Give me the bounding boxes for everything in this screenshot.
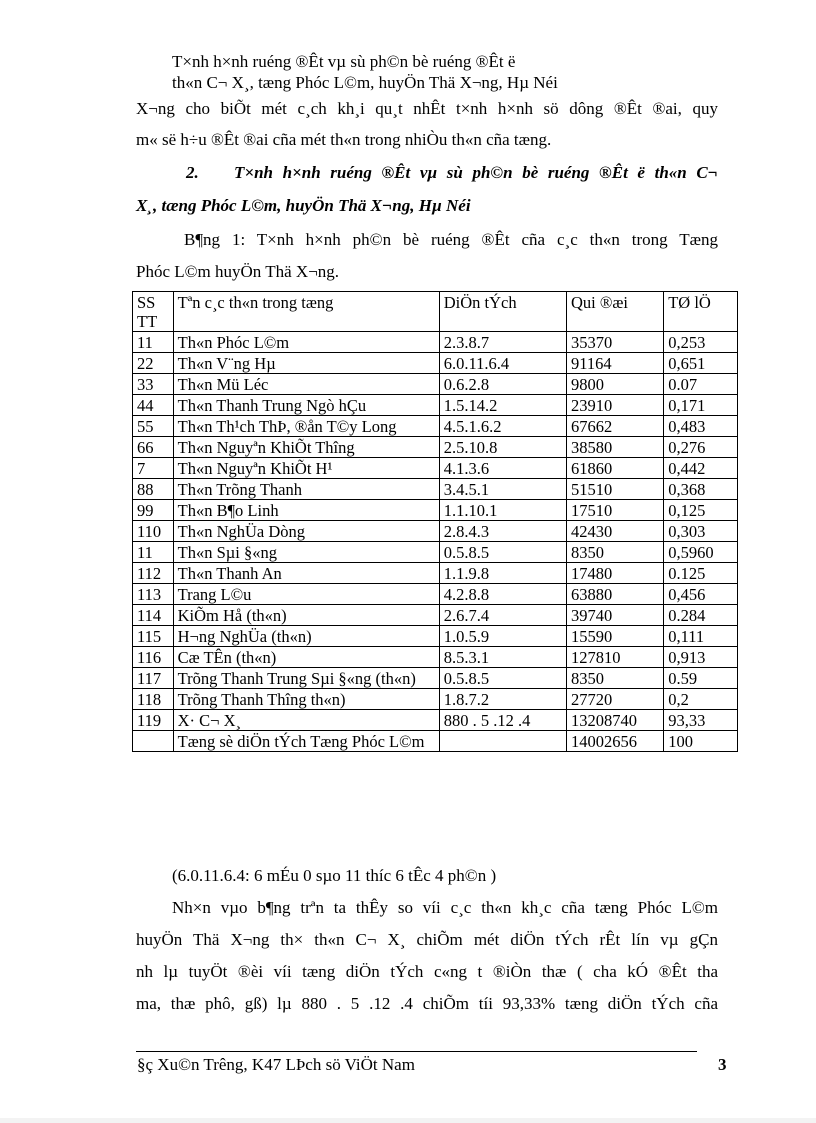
row-converted: 9800 <box>566 374 663 395</box>
row-ratio: 0.07 <box>664 374 738 395</box>
row-converted: 39740 <box>566 605 663 626</box>
row-converted: 23910 <box>566 395 663 416</box>
row-ratio: 0,276 <box>664 437 738 458</box>
header-area: DiÖn tÝch <box>439 292 566 332</box>
row-ratio: 93,33 <box>664 710 738 731</box>
row-area: 4.1.3.6 <box>439 458 566 479</box>
table-row <box>133 479 738 500</box>
header-converted: Qui ®æi <box>566 292 663 332</box>
row-converted: 127810 <box>566 647 663 668</box>
intro-line-4: m« së h÷u ®Êt ®ai cña mét th«n trong nhiÒu th«n cña tæng. <box>136 130 552 149</box>
row-converted: 17510 <box>566 500 663 521</box>
row-stt: 55 <box>133 416 174 437</box>
row-village-name: Trõng Thanh Trung Sµi §«ng (th«n) <box>173 668 439 689</box>
row-village-name: Tæng sè diÖn tÝch Tæng Phóc L©m <box>173 731 439 752</box>
row-stt <box>133 731 174 752</box>
intro-line-1: T×nh h×nh ruéng ®Êt vµ sù ph©n bè ruéng ®Êt ë <box>172 52 516 71</box>
land-distribution-table <box>132 291 738 752</box>
row-area: 4.2.8.8 <box>439 584 566 605</box>
page-bottom-edge <box>0 1118 816 1123</box>
body-line-2: huyÖn Thä X¬ng th× th«n C¬ X¸ chiÕm mét diÖn tÝch rÊt lín vµ gÇn <box>136 930 718 949</box>
row-ratio: 0,913 <box>664 647 738 668</box>
row-stt: 117 <box>133 668 174 689</box>
row-converted: 8350 <box>566 668 663 689</box>
table-row <box>133 689 738 710</box>
header-ratio: TØ lÖ <box>664 292 738 332</box>
section-number: 2. <box>186 163 199 182</box>
row-ratio: 0.284 <box>664 605 738 626</box>
row-ratio: 0,442 <box>664 458 738 479</box>
row-village-name: Cæ TÊn (th«n) <box>173 647 439 668</box>
table-row <box>133 584 738 605</box>
row-stt: 88 <box>133 479 174 500</box>
row-ratio: 0.125 <box>664 563 738 584</box>
table-row <box>133 668 738 689</box>
row-ratio: 0,5960 <box>664 542 738 563</box>
row-area: 1.1.9.8 <box>439 563 566 584</box>
row-converted: 27720 <box>566 689 663 710</box>
row-village-name: Trõng Thanh Thîng th«n) <box>173 689 439 710</box>
row-stt: 99 <box>133 500 174 521</box>
row-area: 3.4.5.1 <box>439 479 566 500</box>
table-row <box>133 332 738 353</box>
row-ratio: 0,456 <box>664 584 738 605</box>
page-number: 3 <box>718 1055 727 1074</box>
intro-line-3: X¬ng cho biÕt mét c¸ch kh¸i qu¸t nhÊt t×nh h×nh sö dông ®Êt ®ai, quy <box>136 99 718 118</box>
area-note: (6.0.11.6.4: 6 mÉu 0 sµo 11 thíc 6 tÊc 4 ph©n ) <box>172 866 497 885</box>
row-area: 2.6.7.4 <box>439 605 566 626</box>
table-row <box>133 563 738 584</box>
row-area: 880 . 5 .12 .4 <box>439 710 566 731</box>
row-converted: 91164 <box>566 353 663 374</box>
row-ratio: 0,483 <box>664 416 738 437</box>
row-village-name: Th«n B¶o Linh <box>173 500 439 521</box>
body-line-4: ma, thæ phô, gß) lµ 880 . 5 .12 .4 chiÕm tíi 93,33% tæng diÖn tÝch cña <box>136 994 718 1013</box>
row-converted: 38580 <box>566 437 663 458</box>
row-stt: 22 <box>133 353 174 374</box>
row-area: 6.0.11.6.4 <box>439 353 566 374</box>
row-area: 2.8.4.3 <box>439 521 566 542</box>
table-header-row <box>133 292 738 332</box>
body-line-3: nh lµ tuyÖt ®èi víi tæng diÖn tÝch c«ng t ®iÒn thæ ( cha kÓ ®Êt tha <box>136 962 718 981</box>
row-converted: 35370 <box>566 332 663 353</box>
row-ratio: 0.59 <box>664 668 738 689</box>
body-line-1: Nh×n vµo b¶ng trªn ta thÊy so víi c¸c th«n kh¸c cña tæng Phóc L©m <box>172 898 718 917</box>
header-village-name: Tªn c¸c th«n trong tæng <box>173 292 439 332</box>
table-row <box>133 374 738 395</box>
row-village-name: Th«n Mü Léc <box>173 374 439 395</box>
row-area: 1.8.7.2 <box>439 689 566 710</box>
table-row <box>133 710 738 731</box>
table-row <box>133 521 738 542</box>
row-ratio: 0,303 <box>664 521 738 542</box>
row-village-name: Th«n Th¹ch ThÞ, ®ån T©y Long <box>173 416 439 437</box>
table-row <box>133 542 738 563</box>
row-area: 4.5.1.6.2 <box>439 416 566 437</box>
row-area <box>439 731 566 752</box>
row-stt: 44 <box>133 395 174 416</box>
section-title-line-2: X¸, tæng Phóc L©m, huyÖn Thä X¬ng, Hµ Néi <box>136 196 471 215</box>
table-row <box>133 437 738 458</box>
row-village-name: H¬ng NghÜa (th«n) <box>173 626 439 647</box>
row-area: 1.5.14.2 <box>439 395 566 416</box>
row-ratio: 0,2 <box>664 689 738 710</box>
footer-rule <box>136 1051 697 1052</box>
row-village-name: Th«n Phóc L©m <box>173 332 439 353</box>
row-converted: 51510 <box>566 479 663 500</box>
row-area: 0.5.8.5 <box>439 542 566 563</box>
row-village-name: Th«n Thanh An <box>173 563 439 584</box>
row-village-name: Trang L©u <box>173 584 439 605</box>
row-converted: 15590 <box>566 626 663 647</box>
row-village-name: Th«n Thanh Trung Ngò hÇu <box>173 395 439 416</box>
row-area: 0.5.8.5 <box>439 668 566 689</box>
section-title-line-1: T×nh h×nh ruéng ®Êt vµ sù ph©n bè ruéng ®Êt ë th«n C¬ <box>234 163 718 182</box>
row-stt: 11 <box>133 542 174 563</box>
row-stt: 116 <box>133 647 174 668</box>
row-area: 2.3.8.7 <box>439 332 566 353</box>
row-stt: 115 <box>133 626 174 647</box>
row-ratio: 0,368 <box>664 479 738 500</box>
row-converted: 17480 <box>566 563 663 584</box>
row-stt: 110 <box>133 521 174 542</box>
row-ratio: 0,253 <box>664 332 738 353</box>
table-row <box>133 647 738 668</box>
row-stt: 33 <box>133 374 174 395</box>
table-row <box>133 416 738 437</box>
header-stt: SS TT <box>133 292 174 332</box>
table-caption-line-2: Phóc L©m huyÖn Thä X¬ng. <box>136 262 340 281</box>
row-area: 2.5.10.8 <box>439 437 566 458</box>
table-row <box>133 395 738 416</box>
row-stt: 112 <box>133 563 174 584</box>
row-stt: 118 <box>133 689 174 710</box>
row-village-name: Th«n NghÜa Dòng <box>173 521 439 542</box>
row-ratio: 0,171 <box>664 395 738 416</box>
row-stt: 114 <box>133 605 174 626</box>
row-area: 1.1.10.1 <box>439 500 566 521</box>
row-stt: 66 <box>133 437 174 458</box>
row-ratio: 0,651 <box>664 353 738 374</box>
row-village-name: KiÕm Hå (th«n) <box>173 605 439 626</box>
table-row <box>133 458 738 479</box>
row-converted: 61860 <box>566 458 663 479</box>
row-stt: 7 <box>133 458 174 479</box>
row-converted: 13208740 <box>566 710 663 731</box>
row-village-name: Th«n Sµi §«ng <box>173 542 439 563</box>
row-stt: 119 <box>133 710 174 731</box>
row-ratio: 0,125 <box>664 500 738 521</box>
row-stt: 11 <box>133 332 174 353</box>
row-village-name: Th«n V¨ng Hµ <box>173 353 439 374</box>
row-converted: 63880 <box>566 584 663 605</box>
row-converted: 14002656 <box>566 731 663 752</box>
row-ratio: 0,111 <box>664 626 738 647</box>
table-row <box>133 731 738 752</box>
row-converted: 8350 <box>566 542 663 563</box>
footer-author: §ç Xu©n Trêng, K47 LÞch sö ViÖt Nam <box>137 1055 415 1074</box>
table-row <box>133 605 738 626</box>
table-caption-line-1: B¶ng 1: T×nh h×nh ph©n bè ruéng ®Êt cña c¸c th«n trong Tæng <box>184 230 718 249</box>
row-village-name: Th«n Trõng Thanh <box>173 479 439 500</box>
row-village-name: X· C¬ X¸ <box>173 710 439 731</box>
intro-line-2: th«n C¬ X¸, tæng Phóc L©m, huyÖn Thä X¬ng, Hµ Néi <box>172 73 558 92</box>
table-row <box>133 626 738 647</box>
row-area: 0.6.2.8 <box>439 374 566 395</box>
row-village-name: Th«n Nguyªn KhiÕt H¹ <box>173 458 439 479</box>
row-stt: 113 <box>133 584 174 605</box>
row-converted: 42430 <box>566 521 663 542</box>
row-converted: 67662 <box>566 416 663 437</box>
row-ratio: 100 <box>664 731 738 752</box>
row-area: 8.5.3.1 <box>439 647 566 668</box>
row-area: 1.0.5.9 <box>439 626 566 647</box>
table-row <box>133 353 738 374</box>
table-row <box>133 500 738 521</box>
row-village-name: Th«n Nguyªn KhiÕt Thîng <box>173 437 439 458</box>
